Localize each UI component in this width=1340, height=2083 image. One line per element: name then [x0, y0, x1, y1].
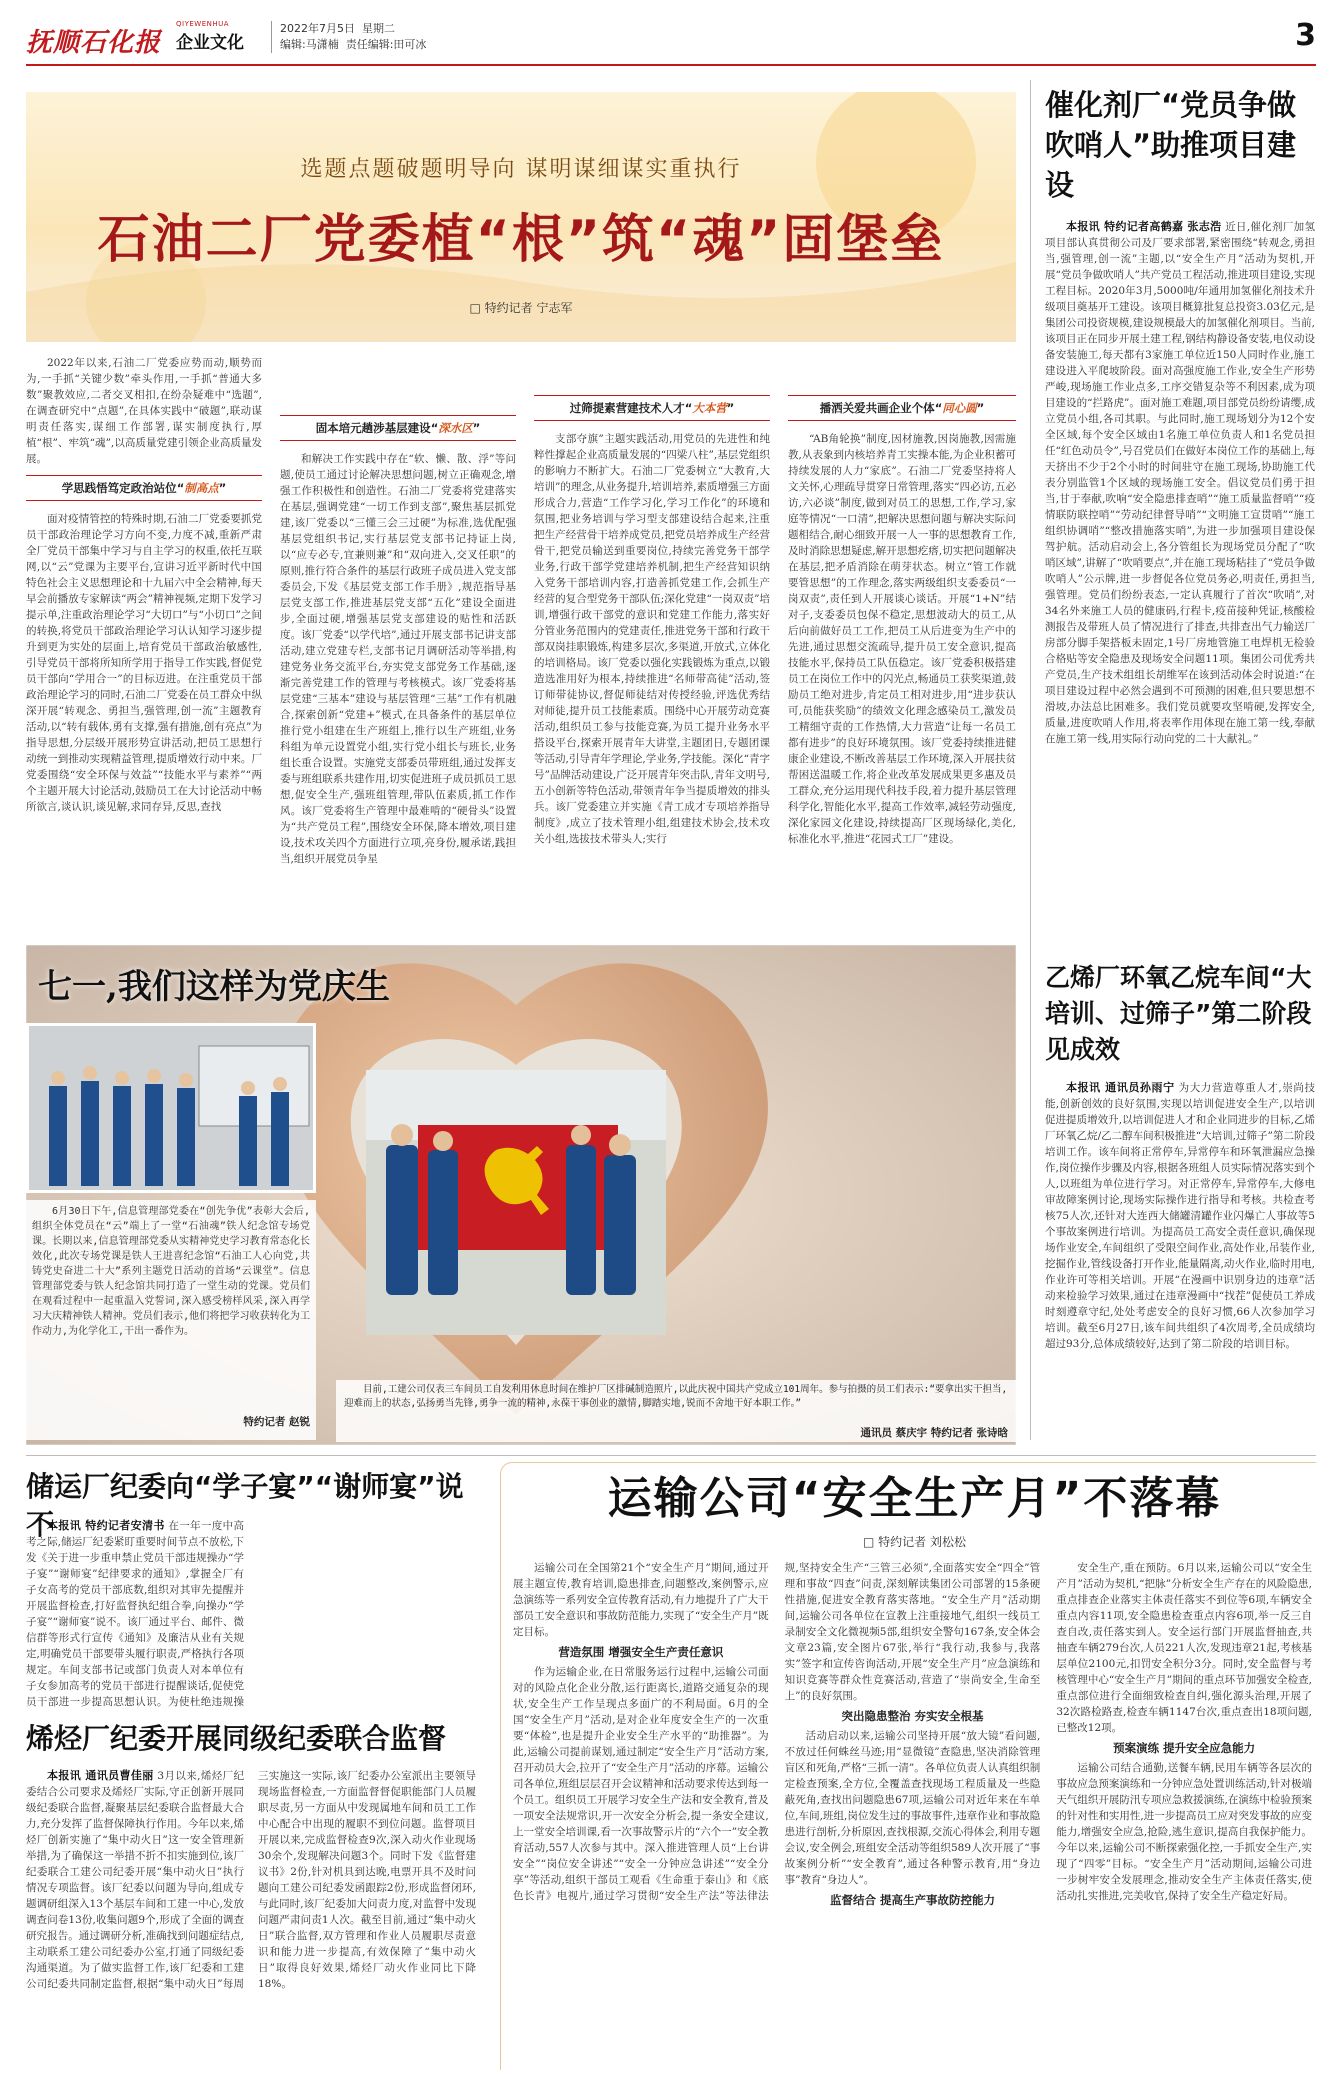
date-block [271, 21, 426, 53]
ethylene-text: 为大力营造尊重人才,崇尚技能,创新创效的良好氛围,实现以培训促进安全生产,以培训促进提质增效升,以培训促进人才和企业同进步的目标,乙烯厂环氧乙烷/乙二醇车间积极推进“大培训,过筛子”第二阶段培训工作。该车间将正常停车,异常停车和环氧泄漏应急操作,岗位操作步骤及内容,根据各班组人员实际情况落实到个人,以班组为单位进行学习。对正常停车,异常停车,大修电审故障案例讨论,现场实际操作进行指导和考核。共检查考核75人次,还针对大连西大储罐清罐作业闪爆亡人事故等5个事故案例进行培训。为提高员工高安全责任意识,确保现场作业安全,车间组织了受限空间作业,高处作业,吊装作业,挖掘作业,管线设备打开作业,能量隔离,动火作业,临时用电,作业许可等相关培训。开展“在漫画中识别身边的违章”活动来检验学习效果,通过在违章漫画中“找茬”促使员工养成时刻遵章守纪,处处考虑安全的良好习惯,66人次参加学习培训。截至6月27日,该车间共组织了4次周考,全员成绩均超过93分,总体成绩较好,达到了第二阶段的培训目标。 [1045, 1082, 1315, 1350]
transport-intro: 运输公司在全国第21个“安全生产月”期间,通过开展主题宣传,教育培训,隐患排查,问题整改,案例警示,应急演练等一系列安全宣传教育活动,有力地提升了广大干部员工安全意识和事故防范能力,实现了“安全生产月”既定目标。 [513, 1562, 769, 1638]
lead-byline: □ 特约记者 宁志军 [26, 299, 1016, 316]
inset-photo [26, 1023, 316, 1193]
section-2-body: 和解决工作实践中存在“软、懒、散、浮”等问题,使员工通过讨论解决思想问题,树立正确观念,增强工作积极性和创造性。石油二厂党委将党建落实在基层,强调党建“一切工作到支部”,聚焦基层抓党建,该厂党委以“三懂三会三过硬”为标准,选优配强基层党组织书记,实行基层党支部书记持证上岗,以“应专必专,宜兼则兼”和“双向进入,交叉任职”的原则,推行符合条件的基层行政班子成员进入党支部委员会,下发《基层党支部工作手册》,规范指导基层党支部工作,推进基层党支部“五化”建设全面进步,全面过硬,增强基层党支部建设的贴性和活跃度。该厂党委“以学代培”,通过开展支部书记讲支部活动,建立党建专栏,支部书记月调研活动等举措,构建党务业务交流平台,夯实党支部党务工作基础,逐渐完善党建工作的管理与考核模式。该厂党委将基层党建“三基本”建设与基层管理“三基”工作有机融合,探索创新“党建+”模式,在具备条件的基层单位推行党小组建在生产班组上,推行以生产班组,业务科组为单元设置党小组,实行党小组长与班长,业务组长重合设置。实施党支部委员带班组,通过发挥支委与班组联系共建作用,切实促进班子成员抓员工思想,促安全生产,强班组管理,带队伍素质,抓工作作风。该厂党委将生产管理中最难啃的“硬骨头”设置为“共产党员工程”,围绕安全环保,降本增效,项目建设,技术攻关四个方面进行立项,亮身份,履承诺,践担当,组织开展党员争星 [280, 453, 516, 865]
section-1-body: 面对疫情管控的特殊时期,石油二厂党委要抓党员干部政治理论学习方向不变,力度不减,重新严肃全厂党员干部集中学习与自主学习的权重,依托互联网,以“云”党课为主要平台,宣讲习近平新时代中国特色社会主义思想理论和十九届六中全会精神,每天早会前播放专家解读“两会”精神视频,定期下发学习提示单,注重政治理论学习“大切口”与“小切口”之间的转换,将党员干部政治理论学习认认知学习逐步提升到更为实处的层面上,培育党员干部政治敏感性,引导党员干部将所知所学用于指导工作实践,督促党员干部向“学用合一”的目标迈进。在注重党员干部政治理论学习的同时,石油二厂党委在员工群众中纵深开展“转观念、勇担当,强管理,创一流”主题教育活动,以“转有载体,勇有支撑,强有措施,创有亮点”为指导思想,分层级开展形势宣讲活动,把员工思想行动统一到推动实现精益管理,提质增效行动中来。厂党委围绕“安全环保与效益”“技能水平与素养”“两个主题开展大讨论活动,鼓励员工在大讨论活动中畅所欲言,谈认识,谈见解,求同存异,反思,查找 [26, 513, 262, 813]
olefin-body [26, 1768, 476, 2058]
issue-date: 2022年7月5日 [280, 22, 355, 35]
transport-headline: 运输公司“安全生产月”不落幕 [607, 1473, 1222, 1524]
olefin-byline: 本报讯 通讯员曹佳丽 [47, 1769, 154, 1782]
storage-body [26, 1518, 244, 1708]
masthead [26, 16, 1316, 62]
section-2-lead-in [280, 355, 516, 415]
section-4-title: 播洒关爱共画企业个体“同心圆” [788, 395, 1016, 421]
section-cn: 企业文化 [176, 33, 244, 53]
olefin-text: 3月以来,烯烃厂纪委结合公司要求及烯烃厂实际,守正创新开展同级纪委联合监督,凝聚基层纪委联合监督最大合力,充分发挥了监督保障执行作用。今年以来,烯烃厂创新实施了“集中动火日”这一安全管理新举措,为了确保这一举措不折不扣实施到位,该厂纪委联合工建公司纪委开展“集中动火日”执行情况专项监督。该厂纪委以问题为导向,组成专题调研组深入13个基层车间和工建一中心,发放调查问卷13份,收集问题9个,形成了全面的调查研究报告。通过调研分析,准确找到问题症结点,主动联系工建公司纪委办公室,打通了同级纪委沟通渠道。为了做实监督工作,该厂纪委和工建公司纪委共同制定监督,根据“集中动火日”每周三实施这一实际,该厂纪委办公室派出主要领导现场监督检查,一方面监督督促职能部门人员履职尽责,另一方面从中发现属地车间和员工工作中心配合中出现的履职不到位问题。监督项目开展以来,完成监督检查9次,深入动火作业现场30余个,发现解决问题3个。同时下发《监督建议书》2份,针对机具到达晚,电票开具不及时问题向工建公司纪委发函跟踪2份,形成监督闭环,与此同时,该厂纪委加大问责力度,对监督中发现问题严肃问责1人次。截至目前,通过“集中动火日”联合监督,双方管理和作业人员履职尽责意识和能力进一步提高,有效保障了“集中动火日”取得良好效果,烯烃厂动火作业同比下降18%。 [26, 1770, 476, 1990]
catalyst-byline: 本报讯 特约记者高鹤嘉 张志浩 [1066, 220, 1222, 233]
inset-caption [26, 1200, 316, 1440]
catalyst-body [1045, 219, 1315, 989]
storage-headline: 储运厂纪委向“学子宴”“谢师宴”说不 [26, 1470, 464, 1541]
main-caption [336, 1380, 1016, 1442]
section-en: QIYEWENHUA [176, 20, 230, 28]
page-number: 3 [1295, 18, 1316, 53]
masthead-rule [26, 64, 1316, 66]
transport-article [500, 1462, 1316, 2070]
section-2-title: 固本培元趟涉基层建设“深水区” [280, 415, 516, 441]
lead-kicker: 选题点题破题明导向 谋明谋细谋实重执行 [300, 157, 742, 182]
newspaper-logo: 抚顺石化报 [26, 28, 162, 58]
lead-section-3 [534, 355, 770, 935]
lead-section-1 [26, 475, 262, 935]
transport-subhead-2: 突出隐患整治 夯实安全根基 [841, 1709, 984, 1723]
transport-subhead-1: 营造氛围 增强安全生产责任意识 [558, 1645, 724, 1659]
bottom-divider [26, 1455, 1316, 1456]
olefin-article [26, 1720, 476, 2070]
editor-credit: 编辑:马潇楠 [280, 38, 339, 51]
transport-subhead-4: 预案演练 提升安全应急能力 [1113, 1741, 1256, 1755]
proof-credit: 责任编辑:田可冰 [345, 38, 427, 51]
transport-section-1: 作为运输企业,在日常服务运行过程中,运输公司面对的风险点化企业分散,运行距离长,道路交通复杂的现状,安全生产工作呈现点多面广的不利局面。6月的全国“安全生产月”活动,是对企业年度安全生产的一次重要“体检”,也是提升企业安全生产水平的“助推器”。为此,运输公司提前谋划,通过制定“安全生产月”活动方案,召开动员大会,拉开了“安全生产月”活动的序幕。运输公司各单位,班组层层召开会议精神和活动要求传达到每一个员工。组织员工开展学习安全生产法和安全教育,普及一项安全法规常识,开一次安全分析会,提一条安全建议,上一堂安全培训课,看一次事故警示片的“六个一”安全教育活动,557人次参与其中。深入推进管理人员“上台讲安全”“岗位安全讲述”“安全一分钟应急讲述”“安全分享”等活动,组织干部员工观看《生命重于泰山》和《底色长青》电视片,通过学习贯彻“安全生产法”等法律法规,坚持安全生产“三管三必须”,全面落实安全“四全”管理和事故“四查”问责,深刻解读集团公司部署的15条硬性措施,促进安全教育落实落地。“安全生产月”活动期间,运输公司各单位在宣教上注重接地气,组织一线员工录制安全文化微视频5部,组织安全警句167条,安全体会文章23篇,安全图片67张,举行“我行动,我参与,我落实”签字和宣传咨询活动,开展“安全生产月”应急演练和知识竞赛等群众性竞赛活动,营造了“崇尚安全,生命至上”的良好氛围。 [513, 1562, 1041, 1902]
photo-headline: 七一,我们这样为党庆生 [38, 967, 390, 1007]
lead-headline: 石油二厂党委植“根”筑“魂”固堡垒 [97, 210, 945, 270]
transport-body [513, 1560, 1316, 2060]
ethylene-byline: 本报讯 通讯员孙雨宁 [1066, 1081, 1175, 1094]
inset-caption-text: 6月30日下午,信息管理部党委在“创先争优”表彰大会后,组织全体党员在“云”端上了一堂“石油魂”铁人纪念馆专场党课。长期以来,信息管理部党委从实精神党史学习教育常态化长效化,此次专场党课是铁人王进喜纪念馆“石油工人心向党,共铸党史奋进二十大”系列主题党日活动的首场“云课堂”。信息管理部党委与铁人纪念馆共同打造了一堂生动的党课。党员们在观看过程中一起重温入党誓词,深入感受榜样风采,深入再学习大庆精神铁人精神。党员们表示,他们将把学习收获转化为工作动力,为化学化工,干出一番作为。 [32, 1206, 310, 1337]
section-4-body: “AB角轮换”制度,因材施教,因岗施教,因需施教,从表象到内核培养青工实操本能,为企业积蓄可持续发展的人力“家底”。石油二厂党委坚持将人文关怀,心理疏导贯穿日常管理,落实“四必访,五必访,六必谈”制度,做到对员工的思想,工作,学习,家庭等情况“一口清”,把解决思想问题与解决实际问题相结合,耐心细致开展一人一事的思想教育工作,及时消除思想疑虑,解开思想疙瘩,切实把问题解决在基层,把矛盾消除在萌芽状态。树立“管工作就要管思想”的工作理念,落实两级组织支委委员“一岗双责”,责任到人开展谈心谈话。开展“1+N”结对子,支委委员包保不稳定,思想波动大的员工,从后向前做好员工工作,把员工从后进变为生产中的先进,通过思想交流疏导,提升员工安全意识,提高技能水平,保持员工队伍稳定。该厂党委积极搭建员工在岗位工作中的闪光点,畅通员工获奖渠道,鼓励员工绝对进步,肯定员工相对进步,用“进步获认可,员能获奖励”的绩效文化理念感染员工,激发员工精细守责的工作热情,大力营造“让每一名员工都有进步”的良好环境氛围。该厂党委持续推进健康企业建设,不断改善基层工作环境,深入开展扶贫帮困送温暖工作,将企业改革发展成果更多惠及员工群众,充分运用现代科技手段,着力提升基层管理科学化,智能化水平,提高工作效率,减轻劳动强度,深化家园文化建设,持续提高厂区现场绿化,美化,标准化水平,推进“花园式工厂”建设。 [788, 433, 1016, 845]
section-1-title: 学思践悟笃定政治站位“制高点” [26, 475, 262, 501]
transport-byline: □ 特约记者 刘松松 [513, 1533, 1316, 1550]
inset-credit: 特约记者 赵锐 [243, 1416, 310, 1428]
lead-section-2 [280, 355, 516, 935]
section-3-body: 支部夺旗”主题实践活动,用党员的先进性和纯粹性撑起企业高质量发展的“四梁八柱”,基层党组织的影响力不断扩大。石油二厂党委树立“大教育,大培训”的理念,从业务提升,培训培养,素质增强三方面形成合力,营造“工作学习化,学习工作化”的环境和氛围,把业务培训与学习型支部建设结合起来,注重把生产经营骨干培养成党员,把党员培养成生产经营骨干,把党员输送到重要岗位,持续完善党务干部学业务,行政干部学党建培养机制,把生产经营知识纳入党务干部培训内容,打造善抓党建工作,会抓生产经营的复合型党务干部队伍;深化党建“一岗双责”培训,增强行政干部党的意识和党建工作能力,落实好分管业务范围内的党建责任,推进党务干部和行政干部双岗挂职锻炼,构建多层次,多渠道,开放式,立体化的培训格局。该厂党委以强化实践锻炼为重点,以锻造选准用好为根本,持续推进“名师带高徒”活动,签订师带徒协议,督促师徒结对传授经验,评选优秀结对师徒,提升员工技能素质。围绕中心开展劳动竞赛活动,组织员工参与技能竞赛,为员工提升业务水平搭设平台,探索开展青年大讲堂,主题团日,专题团课等活动,引导青年学理论,学业务,学技能。深化“青字号”品牌活动建设,广泛开展青年突击队,青年文明号,五小创新等特色活动,带领青年争当提质增效的排头兵。该厂党委建立并实施《青工成才专项培养指导制度》,成立了技术管理小组,组建技术协会,技术攻关小组,选拔技术带头人;实行 [534, 433, 770, 845]
lead-intro: 2022年以来,石油二厂党委应势而动,顺势而为,一手抓“关键少数”牵头作用,一手抓“普通大多数”聚教效应,二者交叉相扣,在纷杂疑难中“选题”,在调查研究中“点题”,在具体实践中“破题”,联动谋明责任落实,谋细工作部署,谋实制度执行,厚植“根”、牢筑“魂”,以高质量党建引领企业高质量发展。 [26, 357, 262, 465]
lead-banner [26, 92, 1016, 342]
section-title-block [176, 20, 256, 53]
lead-section-4 [788, 355, 1016, 935]
catalyst-article [1045, 85, 1315, 955]
storage-col-2 [258, 1518, 476, 1708]
transport-section-3: 安全生产,重在预防。6月以来,运输公司以“安全生产月”活动为契机,“把脉”分析安全生产存在的风险隐患,重点排查企业落实主体责任落实不到位等6项,车辆安全重点内容11项,安全隐患检查重点内容6项,举一反三自查自改,责任落实到人。安全运行部门开展监督抽查,共抽查车辆279台次,人员221人次,发现违章21起,考核基层单位2100元,扣罚安全积分3分。同时,安全监督与考核管理中心“安全生产月”期间的重点环节加强安全检查,重点部位进行全面细致检查自纠,强化源头治理,开展了32次路检路查,检查车辆1147台次,重点查出18项问题,已整改12项。 [1056, 1562, 1312, 1734]
catalyst-text: 近日,催化剂厂加氢项目部认真贯彻公司及厂要求部署,紧密围绕“转观念,勇担当,强管理,创一流”主题,以“安全生产月”活动为契机,开展“党员争做吹哨人”共产党员工程活动,推进项目建设,实现工程目标。2020年3月,5000吨/年通用加氢催化剂技术升级项目奠基开工建设。该项目概算批复总投资3.03亿元,是集团公司投资规模,建设规模最大的加氢催化剂项目。当前,该项目正在同步开展土建工程,钢结构静设备安装,电仪动设备安装施工,每天都有3家施工单位近150人同时作业,施工建设进入平爬坡阶段。面对高强度施工作业,安全生产形势严峻,现场施工作业点多,工序交错复杂等不利因素,成为项目建设的“拦路虎”。面对施工难题,项目部党员纷纷请缨,成立党员小组,各司其职。与此同时,施工现场划分为12个安全区域,每个安全区域由1名施工单位负责人和1名党员担任“红色动员令”,号召党员们在做好本岗位工作的基础上,每天挤出不少于2个小时的时间驻守在施工现场,协助施工代表分别监管1个区域的现场施工安全。倡议党员们勇于担当,甘于奉献,吹响“安全隐患排查哨”“施工质量监督哨”“疫情联防联控哨”“劳动纪律督导哨”“文明施工宣贯哨”“施工组织协调哨”“整改措施落实哨”,为进一步加强项目建设保驾护航。活动启动会上,各分管组长为现场党员分配了“吹哨区域”,讲解了“吹哨要点”,并在施工现场粘挂了“党员争做吹哨人”公示牌,进一步督促各位党员务必,明责任,勇担当,强管理。党员们纷纷表态,一定认真履行了首次“吹哨”,对34名外来施工人员的健康码,行程卡,疫苗接种凭证,核酸检测报告及带班人员了情况进行了排查,共排查出气力输送厂房部分脚手架搭板未固定,1号厂房地管施工电焊机无检验合格贴等安全隐患及现场安全问题11项。集团公司优秀共产党员,生产技术组组长胡维军在该到活动体会时说道:“在项目建设过程中必然会遇到不可预测的困难,但只要思想不滑坡,办法总比困难多。我们党员就要攻坚啃硬,发挥安全,质量,进度吹哨人作用,将表率作用体现在施工第一线,奉献在施工第一线,用实际行动向党的二十大献礼。” [1045, 221, 1315, 745]
transport-section-4: 运输公司结合通勤,送餐车辆,民用车辆等各层次的事故应急预案演练和一分钟应急处置训练活动,针对极端天气组织开展防汛专项应急救援演练,在演练中检验预案的针对性和实用性,进一步提高员工应对突发事故的应变能力,增强安全应急,抢险,逃生意识,提高自我保护能力。今年以来,运输公司不断探索强化控,一手抓安全生产,实现了“四零”目标。“安全生产月”活动期间,运输公司进一步树牢安全发展理念,推动安全生产主体责任落实,使活动扎实推进,完美收官,保持了安全生产稳定好局。 [1056, 1762, 1312, 1902]
transport-subhead-3: 监督结合 提高生产事故防控能力 [829, 1893, 995, 1907]
storage-col-1 [26, 1518, 244, 1708]
section-3-title: 过筛提素营建技术人才“大本营” [534, 395, 770, 421]
main-caption-text: 目前,工建公司仅表三车间员工自发利用休息时间在维护厂区排碱制造照片,以此庆祝中国共产党成立101周年。参与拍摄的员工们表示:“要拿出实干担当,迎难而上的状态,弘扬勇当先锋,勇争一流的精神,永葆干事创业的激情,脚踏实地,锐而不舍地干好本职工作。” [344, 1384, 1008, 1409]
ethylene-article [1045, 960, 1315, 1440]
transport-section-2: 活动启动以来,运输公司坚持开展“放大镜”看问题,不放过任何蛛丝马迹;用“显微镜”查隐患,坚决消除管理盲区和死角,严格“三抓一清”。各单位负责人认真组织制定检查预案,全方位,全覆盖查找现场工程质量及一些隐蔽死角,查找出问题隐患67项,运输公司对近年来在车单位,车间,班组,岗位发生过的事故事件,违章作业和事故隐患进行剖析,分析原因,查找根源,交流心得体会,利用专题会议,安全例会,班组安全活动等组织589人次开展了“事故案例分析”“安全教育”,通过各种警示教育,用“身边事”教育“身边人”。 [784, 1730, 1041, 1886]
ethylene-headline: 乙烯厂环氧乙烷车间“大培训、过筛子”第二阶段见成效 [1045, 963, 1312, 1064]
ethylene-body [1045, 1080, 1315, 1470]
issue-weekday: 星期二 [362, 22, 395, 35]
inset-photo-image [29, 1026, 316, 1193]
catalyst-headline: 催化剂厂“党员争做吹哨人”助推项目建设 [1045, 88, 1297, 202]
right-col-divider [1030, 80, 1031, 1440]
main-credit: 通讯员 蔡庆宇 特约记者 张诗晗 [860, 1427, 1008, 1439]
storage-article [26, 1468, 476, 1713]
photo-section [26, 945, 1016, 1445]
storage-text: 在一年一度中高考之际,储运厂纪委紧盯重要时间节点不放松,下发《关于进一步重申禁止党员干部违规操办“学子宴”“谢师宴”纪律要求的通知》,掌握全厂有子女高考的党员干部底数,组织对其审先提醒并开展监督检查,打好监督执纪组合拳,向操办“学子宴”“谢师宴”说不。该厂通过平台、邮件、微信群等形式行宣传《通知》及廉洁从业有关规定,明确党员干部要带头履行职责,严格执行各项规定。车间支部书记或部门负责人对本单位有子女参加高考的党员干部进行提醒谈话,促使党员干部进一步提高思想认识。为使杜绝违规操 [26, 1520, 244, 1708]
storage-byline: 本报讯 特约记者安清书 [47, 1519, 165, 1532]
olefin-headline: 烯烃厂纪委开展同级纪委联合监督 [26, 1722, 447, 1755]
